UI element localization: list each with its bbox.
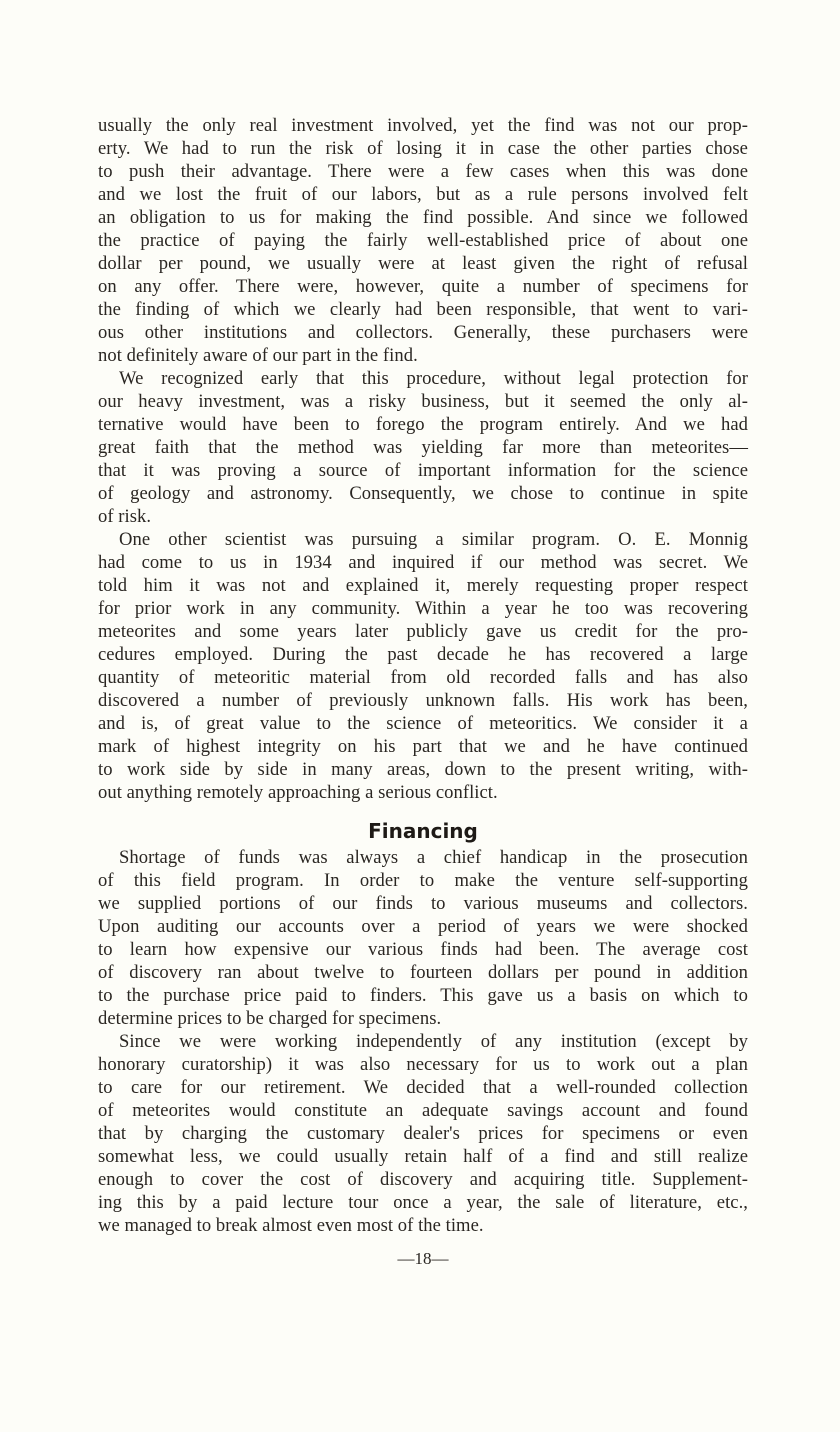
- text-line: that by charging the customary dealer's prices for specimens or even: [98, 1123, 748, 1144]
- paragraph: [98, 528, 748, 804]
- text-line: we supplied portions of our finds to various museums and collectors.: [98, 893, 748, 914]
- body-text-before-heading: [98, 114, 748, 804]
- text-line: had come to us in 1934 and inquired if our method was secret. We: [98, 552, 748, 573]
- text-line: of geology and astronomy. Consequently, we chose to continue in spite: [98, 483, 748, 504]
- text-line: of meteorites would constitute an adequate savings account and found: [98, 1100, 748, 1121]
- text-line: great faith that the method was yielding far more than meteorites—: [98, 437, 748, 458]
- text-line: usually the only real investment involved, yet the find was not our prop-: [98, 115, 748, 136]
- text-line: of this field program. In order to make the venture self-supporting: [98, 870, 748, 891]
- text-line: not definitely aware of our part in the find.: [98, 345, 418, 366]
- text-line: the finding of which we clearly had been responsible, that went to vari-: [98, 299, 748, 320]
- text-line: One other scientist was pursuing a similar program. O. E. Monnig: [119, 529, 748, 550]
- text-line: ous other institutions and collectors. Generally, these purchasers were: [98, 322, 748, 343]
- text-line: out anything remotely approaching a serious conflict.: [98, 782, 498, 803]
- text-line: we managed to break almost even most of the time.: [98, 1215, 484, 1236]
- page-number: —18—: [397, 1249, 449, 1268]
- text-line: cedures employed. During the past decade he has recovered a large: [98, 644, 748, 665]
- text-line: on any offer. There were, however, quite a number of specimens for: [98, 276, 748, 297]
- text-line: Upon auditing our accounts over a period of years we were shocked: [98, 916, 748, 937]
- text-line: that it was proving a source of important information for the science: [98, 460, 748, 481]
- text-line: honorary curatorship) it was also necessary for us to work out a plan: [98, 1054, 748, 1075]
- text-line: to work side by side in many areas, down to the present writing, with-: [98, 759, 748, 780]
- text-line: mark of highest integrity on his part that we and he have continued: [98, 736, 748, 757]
- text-line: to push their advantage. There were a few cases when this was done: [98, 161, 748, 182]
- text-line: an obligation to us for making the find possible. And since we followed: [98, 207, 748, 228]
- text-line: of risk.: [98, 506, 152, 527]
- text-line: to the purchase price paid to finders. This gave us a basis on which to: [98, 985, 748, 1006]
- text-line: We recognized early that this procedure, without legal protection for: [119, 368, 748, 389]
- book-page: [98, 114, 748, 1269]
- section-heading: Financing: [368, 819, 478, 843]
- text-line: ing this by a paid lecture tour once a year, the sale of literature, etc.,: [98, 1192, 748, 1213]
- text-line: to care for our retirement. We decided that a well-rounded collection: [98, 1077, 748, 1098]
- text-line: Shortage of funds was always a chief handicap in the prosecution: [119, 847, 748, 868]
- text-line: Since we were working independently of any institution (except by: [119, 1031, 748, 1052]
- text-line: of discovery ran about twelve to fourteen dollars per pound in addition: [98, 962, 748, 983]
- paragraph: [98, 367, 748, 528]
- text-line: erty. We had to run the risk of losing it in case the other parties chose: [98, 138, 748, 159]
- text-line: our heavy investment, was a risky business, but it seemed the only al-: [98, 391, 748, 412]
- text-line: and we lost the fruit of our labors, but as a rule persons involved felt: [98, 184, 748, 205]
- text-line: somewhat less, we could usually retain half of a find and still realize: [98, 1146, 748, 1167]
- text-line: quantity of meteoritic material from old recorded falls and has also: [98, 667, 748, 688]
- text-line: the practice of paying the fairly well-established price of about one: [98, 230, 748, 251]
- body-text-after-heading: [98, 846, 748, 1237]
- paragraph: [98, 846, 748, 1030]
- text-line: told him it was not and explained it, merely requesting proper respect: [98, 575, 748, 596]
- text-line: discovered a number of previously unknown falls. His work has been,: [98, 690, 748, 711]
- text-line: ternative would have been to forego the program entirely. And we had: [98, 414, 748, 435]
- text-line: dollar per pound, we usually were at least given the right of refusal: [98, 253, 748, 274]
- text-line: meteorites and some years later publicly gave us credit for the pro-: [98, 621, 748, 642]
- text-line: for prior work in any community. Within a year he too was recovering: [98, 598, 748, 619]
- text-line: to learn how expensive our various finds had been. The average cost: [98, 939, 748, 960]
- paragraph: [98, 1030, 748, 1237]
- text-line: and is, of great value to the science of meteoritics. We consider it a: [98, 713, 748, 734]
- text-line: enough to cover the cost of discovery and acquiring title. Supplement-: [98, 1169, 748, 1190]
- paragraph: [98, 114, 748, 367]
- text-line: determine prices to be charged for specimens.: [98, 1008, 442, 1029]
